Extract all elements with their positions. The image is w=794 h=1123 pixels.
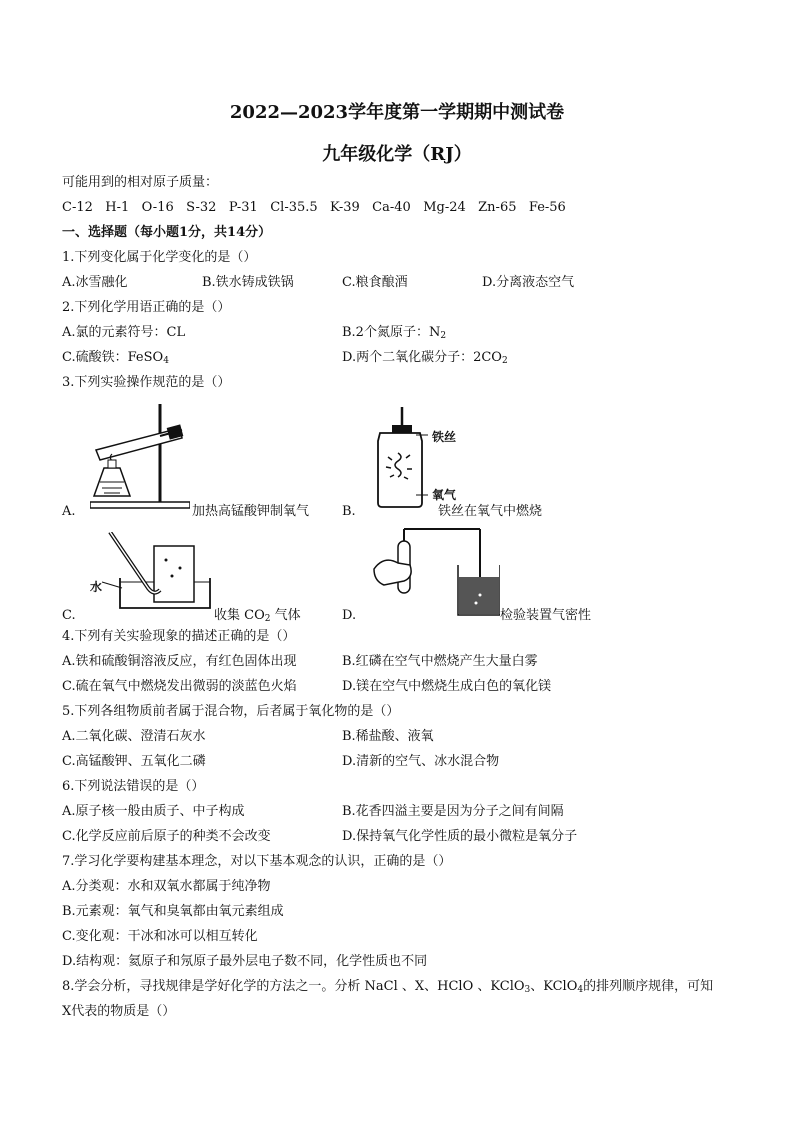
figure-d-airtightness-check <box>370 525 500 617</box>
q1-option-b: B.铁水铸成铁锅 <box>202 275 294 290</box>
q3-option-d-caption: 检验装置气密性 <box>500 608 592 623</box>
label-oxygen: 氧气 <box>432 488 457 502</box>
q3-option-b-caption: 铁丝在氧气中燃烧 <box>438 504 543 519</box>
exam-subtitle: 九年级化学（RJ） <box>322 144 472 165</box>
q4-stem: 4.下列有关实验现象的描述正确的是（） <box>62 629 296 644</box>
q1-option-a: A.冰雪融化 <box>62 275 128 290</box>
q7-stem: 7.学习化学要构建基本理念，对以下基本观念的认识，正确的是（） <box>62 854 452 869</box>
q3-stem: 3.下列实验操作规范的是（） <box>62 375 231 390</box>
q8-stem-line2: X代表的物质是（） <box>62 1004 176 1019</box>
figure-a-heating-apparatus <box>90 398 190 520</box>
q3-option-c-letter: C. <box>62 608 76 623</box>
q5-option-b: B.稀盐酸、液氧 <box>342 729 434 744</box>
label-iron-wire: 铁丝 <box>432 430 457 444</box>
q4-option-b: B.红磷在空气中燃烧产生大量白雾 <box>342 654 538 669</box>
q2-option-a: A.氯的元素符号：CL <box>62 325 186 340</box>
q3-option-c-caption: 收集 $CO_2$ 气体 <box>214 608 301 624</box>
q3-option-b-letter: B. <box>342 504 356 519</box>
q2-option-c: C.硫酸铁：FeSO$_4$ <box>62 350 169 366</box>
q3-option-d-letter: D. <box>342 608 357 623</box>
q7-option-a: A.分类观：水和双氧水都属于纯净物 <box>62 879 271 894</box>
q5-stem: 5.下列各组物质前者属于混合物，后者属于氧化物的是（） <box>62 704 400 719</box>
q4-option-a: A.铁和硫酸铜溶液反应，有红色固体出现 <box>62 654 297 669</box>
atomic-mass-values: C-12 H-1 O-16 S-32 P-31 Cl-35.5 K-39 Ca-40 Mg-24 Zn-65 Fe-56 <box>62 200 566 215</box>
q7-option-b: B.元素观：氧气和臭氧都由氧元素组成 <box>62 904 284 919</box>
q6-option-b: B.花香四溢主要是因为分子之间有间隔 <box>342 804 564 819</box>
atomic-mass-label: 可能用到的相对原子质量： <box>62 175 219 190</box>
q1-option-d: D.分离液态空气 <box>482 275 575 290</box>
q3-option-a-caption: 加热高锰酸钾制氧气 <box>192 504 310 519</box>
q8-stem: 8.学会分析，寻找规律是学好化学的方法之一。分析 NaCl 、X、HClO 、KClO$_3$、KClO$_4$的排列顺序规律，可知 <box>62 979 714 995</box>
q6-option-c: C.化学反应前后原子的种类不会改变 <box>62 829 271 844</box>
q7-option-d: D.结构观：氦原子和氖原子最外层电子数不同，化学性质也不同 <box>62 954 428 969</box>
label-water: 水 <box>90 580 103 594</box>
q6-stem: 6.下列说法错误的是（） <box>62 779 205 794</box>
q2-option-d: D.两个二氧化碳分子：$2CO_2$ <box>342 350 508 366</box>
figure-b-iron-burning <box>370 405 430 510</box>
q1-stem: 1.下列变化属于化学变化的是（） <box>62 250 257 265</box>
q2-option-b: B.2个氮原子：$N_2$ <box>342 325 447 341</box>
q6-option-a: A.原子核一般由质子、中子构成 <box>62 804 245 819</box>
q3-option-a-letter: A. <box>62 504 76 519</box>
section-heading: 一、选择题（每小题1分，共14分） <box>62 225 272 240</box>
q5-option-d: D.清新的空气、冰水混合物 <box>342 754 500 769</box>
q1-option-c: C.粮食酿酒 <box>342 275 408 290</box>
figure-c-gas-collection <box>88 532 214 612</box>
q4-option-c: C.硫在氧气中燃烧发出微弱的淡蓝色火焰 <box>62 679 297 694</box>
q4-option-d: D.镁在空气中燃烧生成白色的氧化镁 <box>342 679 552 694</box>
q6-option-d: D.保持氧气化学性质的最小微粒是氧分子 <box>342 829 578 844</box>
q5-option-a: A.二氧化碳、澄清石灰水 <box>62 729 206 744</box>
exam-title: 2022—2023学年度第一学期期中测试卷 <box>229 102 565 123</box>
q2-stem: 2.下列化学用语正确的是（） <box>62 300 231 315</box>
q7-option-c: C.变化观：干冰和冰可以相互转化 <box>62 929 258 944</box>
q5-option-c: C.高锰酸钾、五氧化二磷 <box>62 754 206 769</box>
